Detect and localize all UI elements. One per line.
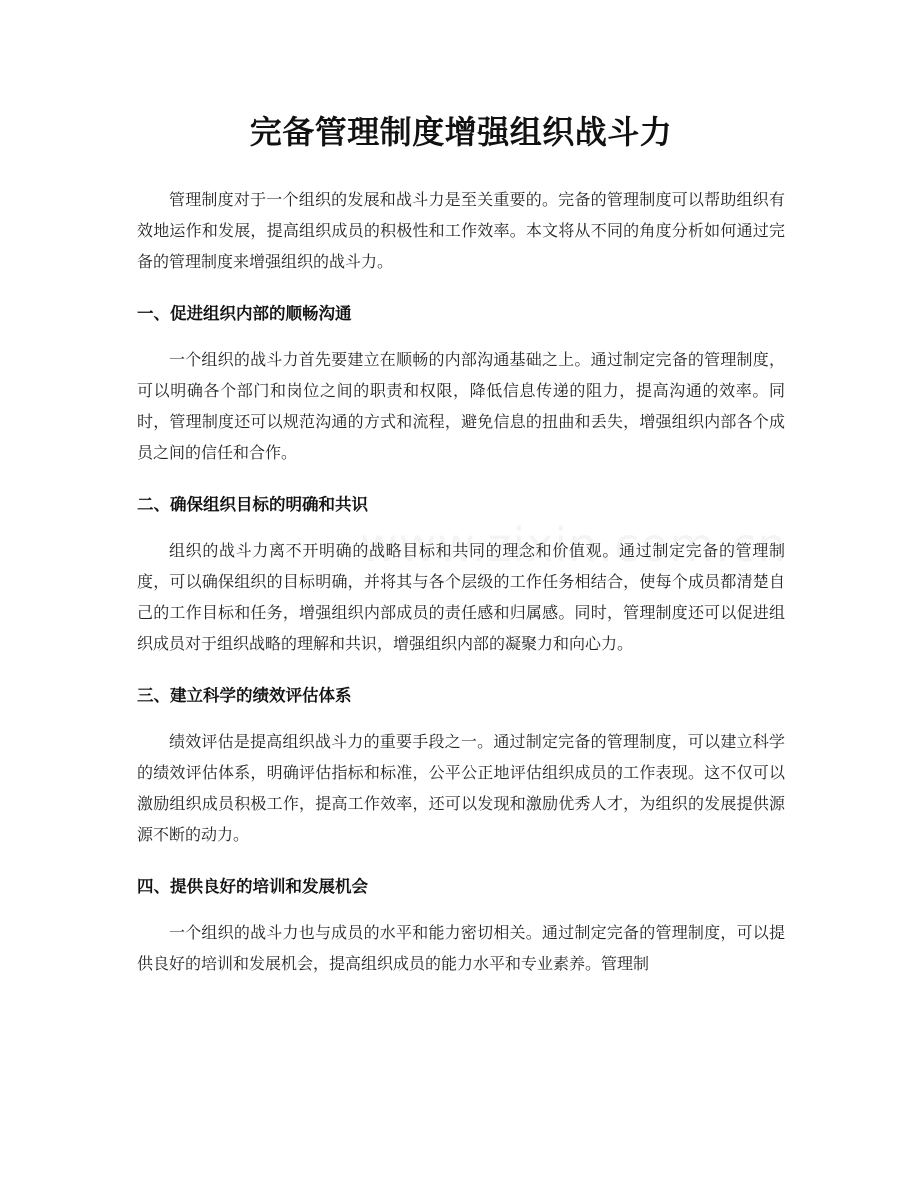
section-1-heading: 一、促进组织内部的顺畅沟通 [137,304,352,323]
document-title: 完备管理制度增强组织战斗力 [249,113,673,151]
section-4-body: 一个组织的战斗力也与成员的水平和能力密切相关。通过制定完备的管理制度，可以提供良好的培训和发展机会，提高组织成员的能力水平和专业素养。管理制 [137,923,785,973]
intro-paragraph: 管理制度对于一个组织的发展和战斗力是至关重要的。完备的管理制度可以帮助组织有效地运作和发展，提高组织成员的积极性和工作效率。本文将从不同的角度分析如何通过完备的管理制度来增强组织的战斗力。 [137,190,785,271]
section-1-body: 一个组织的战斗力首先要建立在顺畅的内部沟通基础之上。通过制定完备的管理制度，可以明确各个部门和岗位之间的职责和权限，降低信息传递的阻力，提高沟通的效率。同时，管理制度还可以规范沟通的方式和流程，避免信息的扭曲和丢失，增强组织内部各个成员之间的信任和合作。 [137,350,785,462]
section-2-heading: 二、确保组织目标的明确和共识 [137,495,368,514]
section-3-body: 绩效评估是提高组织战斗力的重要手段之一。通过制定完备的管理制度，可以建立科学的绩效评估体系，明确评估指标和标准，公平公正地评估组织成员的工作表现。这不仅可以激励组织成员积极工作，提高工作效率，还可以发现和激励优秀人才，为组织的发展提供源源不断的动力。 [137,732,785,844]
section-3-heading: 三、建立科学的绩效评估体系 [137,686,352,705]
section-2-body: 组织的战斗力离不开明确的战略目标和共同的理念和价值观。通过制定完备的管理制度，可以确保组织的目标明确，并将其与各个层级的工作任务相结合，使每个成员都清楚自己的工作目标和任务，增强组织内部成员的责任感和归属感。同时，管理制度还可以促进组织成员对于组织战略的理解和共识，增强组织内部的凝聚力和向心力。 [137,541,785,653]
section-4-heading: 四、提供良好的培训和发展机会 [137,877,368,896]
